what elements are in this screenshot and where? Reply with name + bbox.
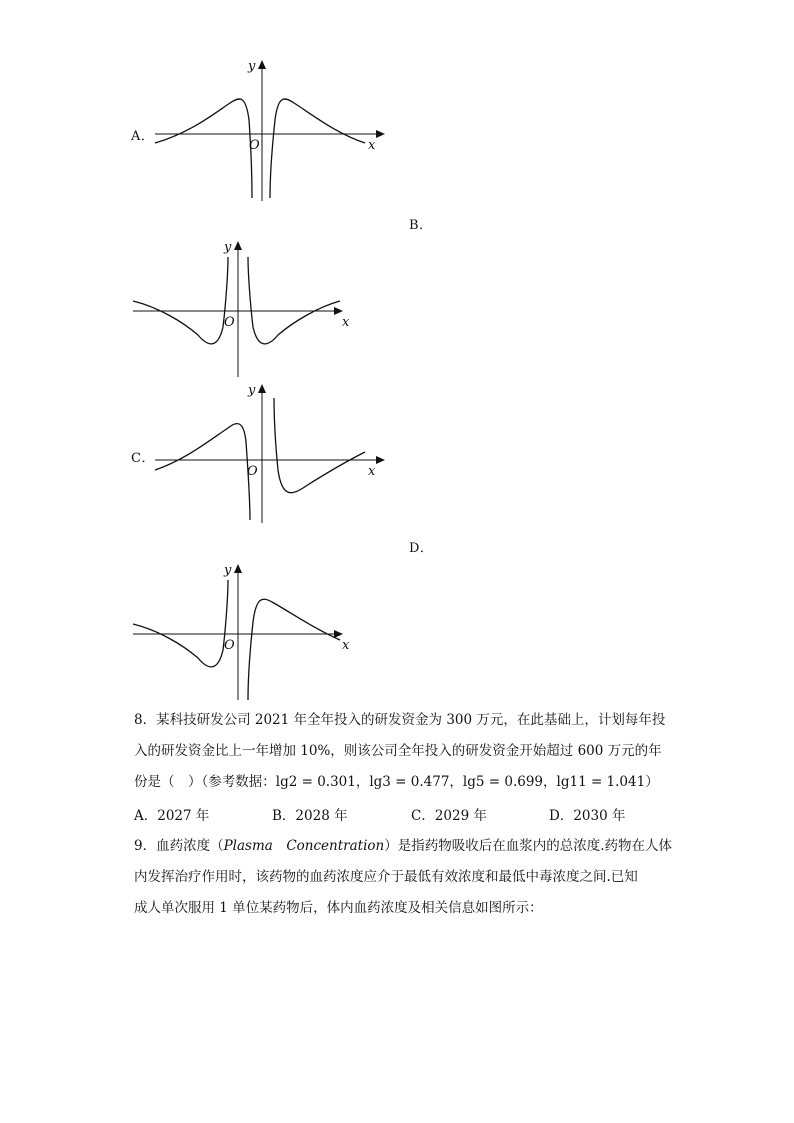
y-axis [258,60,266,201]
origin-label: O [249,138,260,153]
q8-choice-c[interactable]: C．2029 年 [411,808,487,824]
q9-line-1-post: ）是指药物吸收后在血浆内的总浓度.药物在人体 [384,838,673,854]
option-b-graph [128,237,368,382]
q8-line-3: 份是（ ）（参考数据：lg2 = 0.301，lg3 = 0.477，lg5 = 0.699，lg11 = 1.041） [134,774,659,790]
q8-choice-d[interactable]: D．2030 年 [549,808,626,824]
option-d-graph [128,560,368,705]
q9-term: Plasma Concentration [223,838,385,854]
y-axis-label: y [248,59,256,74]
x-axis-label: x [342,315,350,330]
origin-label: O [224,638,235,653]
option-a-label[interactable]: A． [131,129,155,144]
curve-left-branch [155,424,250,520]
curve-left-branch [155,99,252,198]
q9-line-1 [134,836,672,856]
y-axis-label: y [248,383,256,398]
x-axis-label: x [368,138,376,153]
option-b-label[interactable]: B． [409,218,433,233]
x-axis-label: x [342,638,350,653]
q8-line-1: 8．某科技研发公司 2021 年全年投入的研发资金为 300 万元，在此基础上，计划每年投 [134,712,666,728]
option-c-graph [150,380,390,530]
origin-label: O [224,315,235,330]
curve-right-branch [274,398,365,493]
q9-line-3: 成人单次服用 1 单位某药物后，体内血药浓度及相关信息如图所示： [134,900,543,916]
y-axis-label: y [224,563,232,578]
origin-label: O [247,464,258,479]
option-a-graph [150,58,390,208]
option-c-label[interactable]: C． [131,451,155,466]
q8-line-2: 入的研发资金比上一年增加 10%，则该公司全年投入的研发资金开始超过 600 万元的年 [134,743,662,759]
q8-choice-a[interactable]: A．2027 年 [134,808,210,824]
y-axis [234,564,242,700]
q8-choice-b[interactable]: B．2028 年 [272,808,348,824]
curve-right-branch [270,99,365,198]
q9-line-1-pre: 9．血药浓度（ [134,838,224,854]
curve-right-branch [248,257,340,344]
option-d-label[interactable]: D． [409,541,434,556]
curve-left-branch [133,580,228,667]
q9-line-2: 内发挥治疗作用时，该药物的血药浓度应介于最低有效浓度和最低中毒浓度之间.已知 [134,869,638,885]
curve-left-branch [133,257,228,344]
curve-right-branch [248,599,340,700]
x-axis-label: x [368,464,376,479]
y-axis [234,241,242,377]
y-axis-label: y [224,240,232,255]
y-axis [258,384,266,523]
